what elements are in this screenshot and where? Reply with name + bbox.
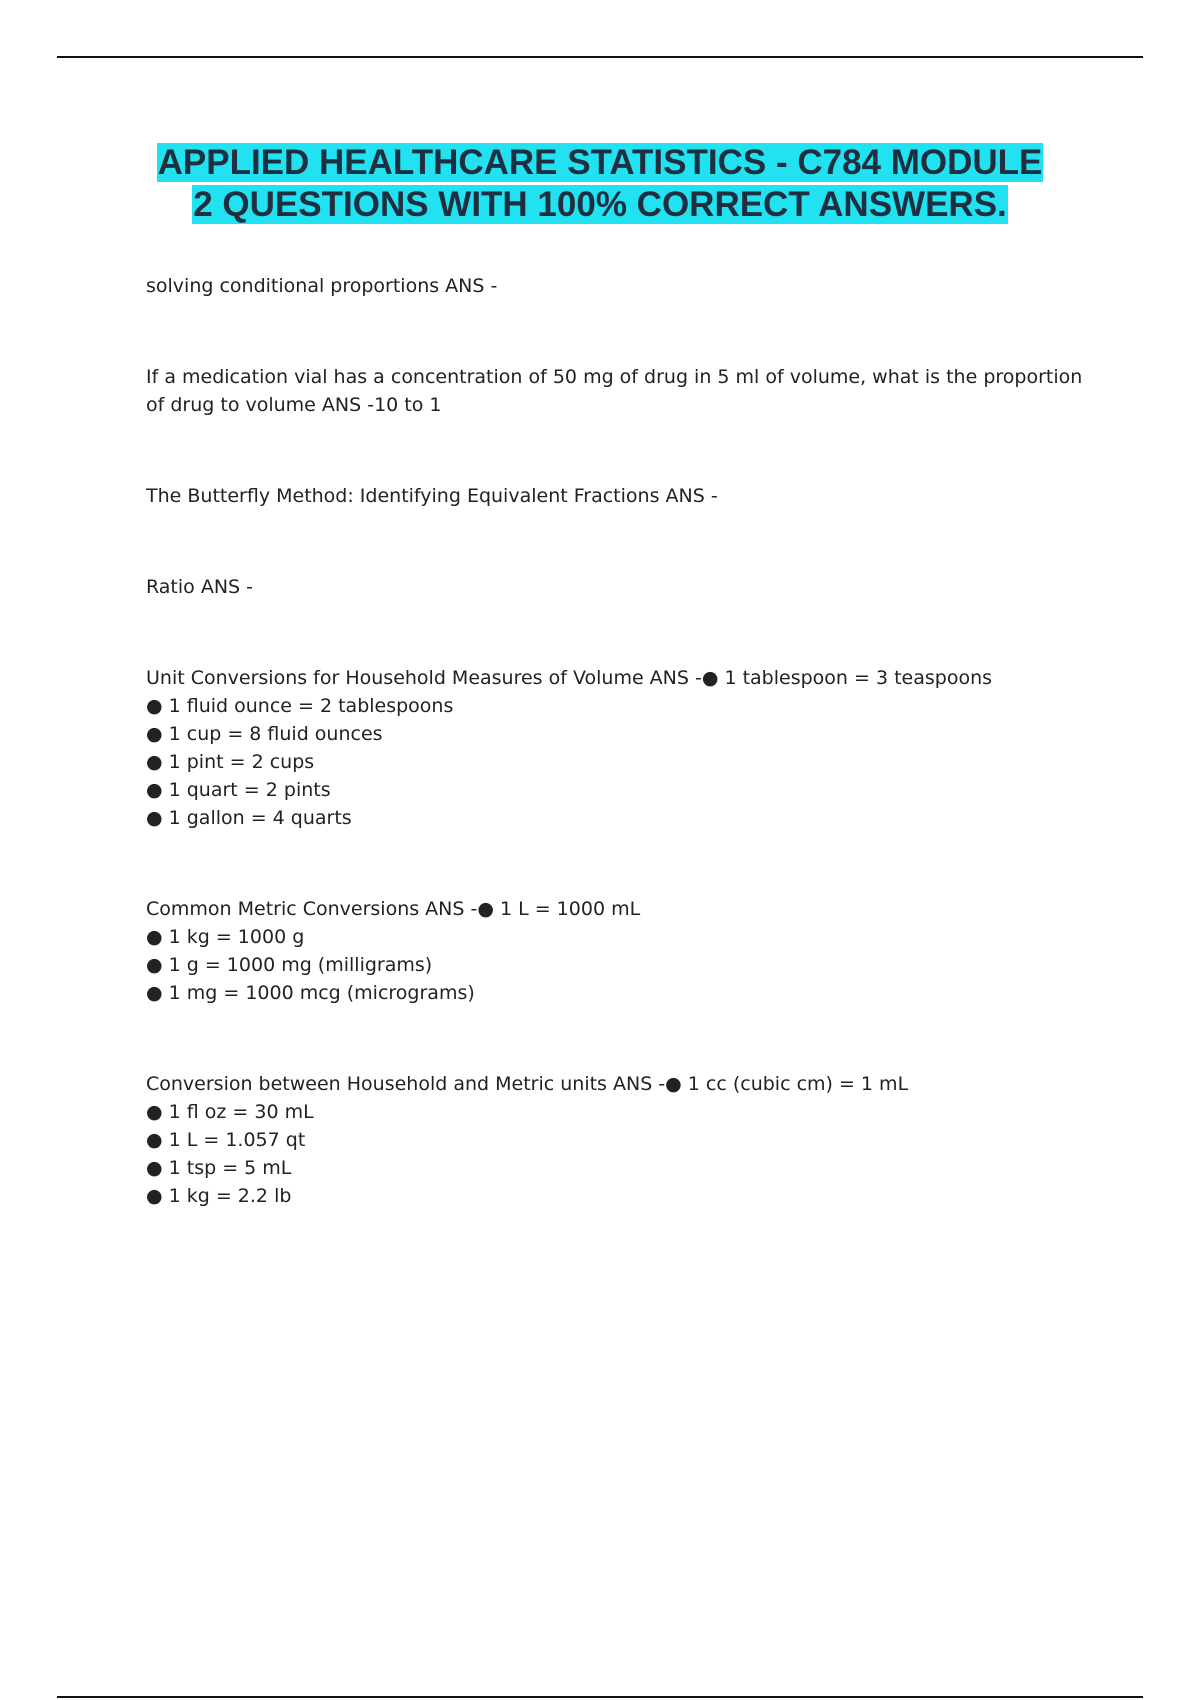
qa-item [146, 363, 1086, 419]
bullet-item: ● 1 kg = 1000 g [146, 926, 305, 948]
qa-text: solving conditional proportions ANS - [146, 275, 498, 297]
bullet-item: ● 1 tsp = 5 mL [146, 1157, 292, 1179]
qa-text: Conversion between Household and Metric units ANS -● 1 cc (cubic cm) = 1 mL [146, 1073, 909, 1095]
qa-item [146, 573, 1086, 601]
qa-item [146, 664, 1086, 832]
bullet-item: ● 1 kg = 2.2 lb [146, 1185, 292, 1207]
qa-text: Common Metric Conversions ANS -● 1 L = 1000 mL [146, 898, 641, 920]
qa-text: If a medication vial has a concentration of 50 mg of drug in 5 ml of volume, what is the proportion of drug to volume ANS -10 to 1 [146, 366, 1083, 416]
bullet-item: ● 1 quart = 2 pints [146, 779, 331, 801]
bottom-rule [57, 1696, 1143, 1698]
bullet-item: ● 1 fluid ounce = 2 tablespoons [146, 695, 454, 717]
title-line-1: APPLIED HEALTHCARE STATISTICS - C784 MODULE [157, 143, 1043, 182]
bullet-item: ● 1 g = 1000 mg (milligrams) [146, 954, 433, 976]
bullet-item: ● 1 pint = 2 cups [146, 751, 315, 773]
qa-item [146, 1070, 1086, 1210]
bullet-item: ● 1 gallon = 4 quarts [146, 807, 352, 829]
qa-text: Ratio ANS - [146, 576, 253, 598]
title-line-2: 2 QUESTIONS WITH 100% CORRECT ANSWERS. [193, 185, 1007, 224]
bullet-item: ● 1 cup = 8 fluid ounces [146, 723, 383, 745]
bullet-item: ● 1 fl oz = 30 mL [146, 1101, 314, 1123]
qa-item [146, 895, 1086, 1007]
question-list [146, 272, 1086, 1273]
bullet-item: ● 1 L = 1.057 qt [146, 1129, 306, 1151]
qa-text: Unit Conversions for Household Measures of Volume ANS -● 1 tablespoon = 3 teaspoons [146, 667, 993, 689]
qa-text: The Butterfly Method: Identifying Equivalent Fractions ANS - [146, 485, 718, 507]
bullet-item: ● 1 mg = 1000 mcg (micrograms) [146, 982, 475, 1004]
qa-item [146, 272, 1086, 300]
qa-item [146, 482, 1086, 510]
page-title [100, 142, 1100, 226]
top-rule [57, 56, 1143, 58]
